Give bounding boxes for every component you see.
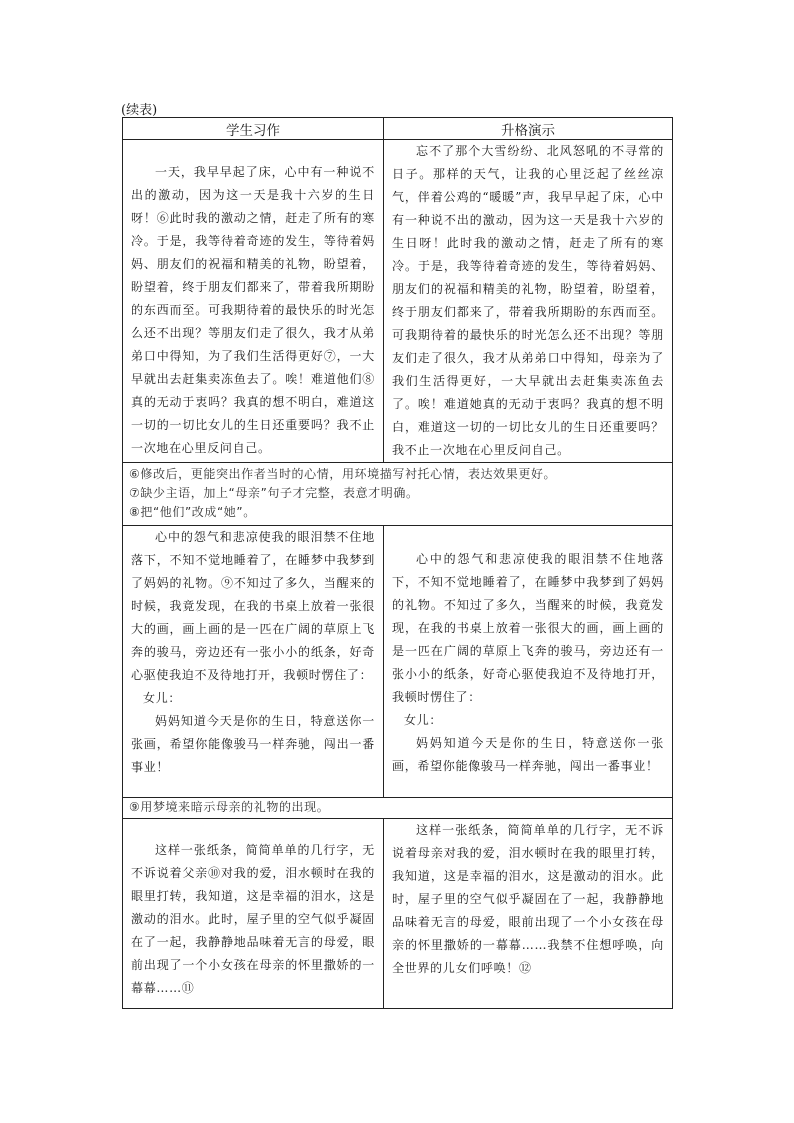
header-student-essay: 学生习作 bbox=[123, 118, 384, 140]
annotation-note: ⑥修改后，更能突出作者当时的心情，用环境描写衬托心情，表达效果更好。 bbox=[129, 467, 557, 481]
letter-salutation: 女儿： bbox=[143, 691, 182, 705]
student-essay-cell bbox=[123, 819, 384, 1009]
table-row bbox=[123, 140, 673, 463]
annotation-cell bbox=[123, 798, 673, 819]
annotation-note: ⑧把“他们”改成“她”。 bbox=[129, 505, 256, 519]
essay-paragraph: 一天，我早早起了床，心中有一种说不出的激动，因为这一天是我十六岁的生日呀！⑥此时我的激动之情，赶走了所有的寒冷。于是，我等待着奇迹的发生，等待着妈妈、朋友们的祝福和精美的礼物，盼望着，盼望着，终于朋友们都来了，带着我所期盼的东西而至。可我期待着的最快乐的时光怎么还不出现？等朋友们走了很久，我才从弟弟口中得知，为了我们生活得更好⑦，一大早就出去赶集卖冻鱼去了。唉！难道他们⑧真的无动于衷吗？我真的想不明白，难道这一切的一切比女儿的生日还重要吗？我不止一次地在心里反问自己。 bbox=[131, 165, 375, 455]
letter-body: 妈妈知道今天是你的生日，特意送你一张画，希望你能像骏马一样奔驰，闯出一番事业！ bbox=[392, 736, 664, 773]
essay-paragraph: 忘不了那个大雪纷纷、北风怒吼的不寻常的日子。那样的天气，让我的心里泛起了丝丝凉气，伴着公鸡的“暖暖”声，我早早起了床，心中有一种说不出的激动，因为这一天是我十六岁的生日呀！此时我的激动之情，赶走了所有的寒冷。于是，我等待着奇迹的发生，等待着妈妈、朋友们的祝福和精美的礼物，盼望着，盼望着，终于朋友们都来了，带着我所期盼的东西而至。可我期待着的最快乐的时光怎么还不出现？等朋友们走了很久，我才从弟弟口中得知，母亲为了我们生活得更好，一大早就出去赶集卖冻鱼去了。唉！难道她真的无动于衷吗？我真的想不明白，难道这一切的一切比女儿的生日还重要吗？我不止一次地在心里反问自己。 bbox=[392, 144, 664, 457]
annotation-note: ⑦缺少主语，加上“母亲”句子才完整，表意才明确。 bbox=[129, 486, 419, 500]
annotation-row bbox=[123, 463, 673, 526]
annotation-cell bbox=[123, 463, 673, 526]
upgrade-demo-cell bbox=[384, 819, 673, 1009]
upgrade-demo-cell bbox=[384, 140, 673, 463]
student-essay-cell bbox=[123, 140, 384, 463]
essay-paragraph: 这样一张纸条，简简单单的几行字，无不诉说着父亲⑩对我的爱，泪水顿时在我的眼里打转，我知道，这是幸福的泪水，这是激动的泪水。此时，屋子里的空气似乎凝固在了一起，我静静地品味着无言的母爱，眼前出现了一个小女孩在母亲的怀里撒娇的一幕幕……⑪ bbox=[131, 843, 375, 995]
table-row bbox=[123, 526, 673, 798]
header-upgrade-demo: 升格演示 bbox=[384, 118, 673, 140]
annotation-row bbox=[123, 798, 673, 819]
table-caption: (续表) bbox=[121, 103, 158, 118]
header-row bbox=[123, 118, 673, 140]
essay-paragraph: 心中的怨气和悲凉使我的眼泪禁不住地落下，不知不觉地睡着了，在睡梦中我梦到了妈妈的礼物。⑨不知过了多久，当醒来的时候，我竟发现，在我的书桌上放着一张很大的画，画上画的是一匹在广阔的草原上飞奔的骏马，旁边还有一张小小的纸条，好奇心驱使我迫不及待地打开，我顿时愣住了： bbox=[131, 530, 375, 682]
table-row bbox=[123, 819, 673, 1009]
letter-salutation: 女儿： bbox=[404, 713, 443, 727]
student-essay-cell bbox=[123, 526, 384, 798]
letter-body: 妈妈知道今天是你的生日，特意送你一张画，希望你能像骏马一样奔驰，闯出一番事业！ bbox=[131, 714, 375, 774]
essay-paragraph: 心中的怨气和悲凉使我的眼泪禁不住地落下，不知不觉地睡着了，在睡梦中我梦到了妈妈的礼物。不知过了多久，当醒来的时候，我竟发现，在我的书桌上放着一张很大的画，画上画的是一匹在广阔的草原上飞奔的骏马，旁边还有一张小小的纸条，好奇心驱使我迫不及待地打开，我顿时愣住了： bbox=[392, 552, 664, 704]
essay-comparison-table bbox=[122, 117, 673, 1009]
annotation-note: ⑨用梦境来暗示母亲的礼物的出现。 bbox=[129, 800, 330, 814]
essay-paragraph: 这样一张纸条，简简单单的几行字，无不诉说着母亲对我的爱，泪水顿时在我的眼里打转，我知道，这是幸福的泪水，这是激动的泪水。此时，屋子里的空气似乎凝固在了一起，我静静地品味着无言的母爱，眼前出现了一个小女孩在母亲的怀里撒娇的一幕幕……我禁不住想呼唤，向全世界的儿女们呼唤！⑫ bbox=[392, 823, 664, 975]
upgrade-demo-cell bbox=[384, 526, 673, 798]
